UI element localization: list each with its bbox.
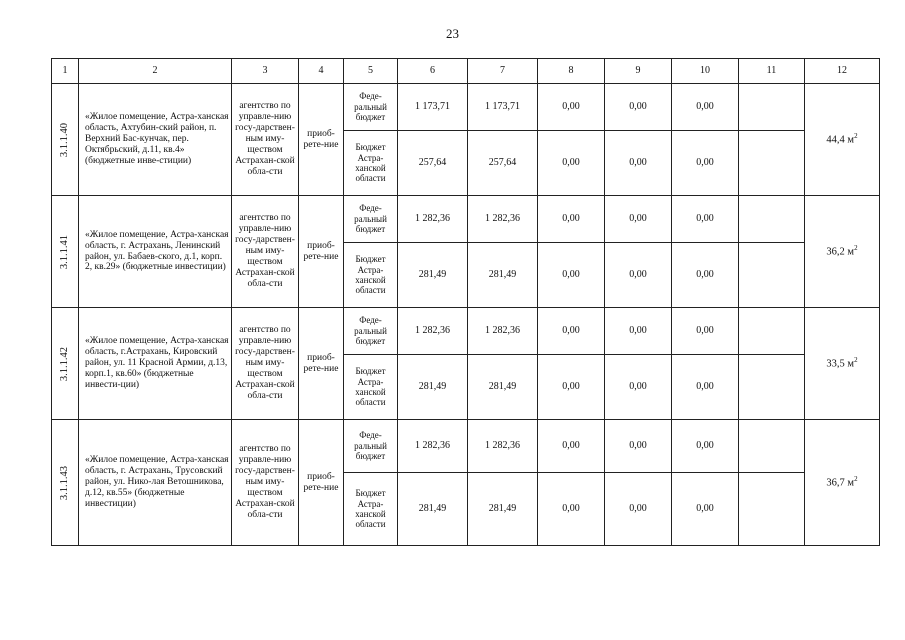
value-col-7: 1 282,36 <box>468 420 538 473</box>
item-name: «Жилое помещение, Астра-ханская область, Ахтубин-ский район, п. Верхний Бас-кунчак, пер. Октябрьский, д.11, кв.4» (бюджетные инве-стиции) <box>79 84 232 196</box>
header-col-1: 1 <box>52 59 79 84</box>
item-number-cell <box>52 308 79 420</box>
item-name: «Жилое помещение, Астра-ханская область, г. Астрахань, Трусовский район, ул. Нико-лая Ветошникова, д.12, кв.55» (бюджетные инвестиции) <box>79 420 232 546</box>
value-col-6: 281,49 <box>398 355 468 420</box>
value-col-10: 0,00 <box>672 131 739 196</box>
header-col-8: 8 <box>538 59 605 84</box>
funding-source: Бюджет Астра-ханской области <box>344 131 398 196</box>
area-value: 36,2 м <box>826 246 855 258</box>
page-number: 23 <box>446 26 459 41</box>
value-col-6: 1 282,36 <box>398 196 468 243</box>
area-value: 44,4 м <box>826 134 855 146</box>
value-col-10: 0,00 <box>672 308 739 355</box>
area-cell <box>805 84 880 196</box>
table-row <box>52 196 880 243</box>
value-col-9: 0,00 <box>605 473 672 546</box>
header-col-7: 7 <box>468 59 538 84</box>
value-col-7: 1 282,36 <box>468 308 538 355</box>
header-col-4: 4 <box>299 59 344 84</box>
agency: агентство по управле-нию госу-дарствен-ным иму-ществом Астрахан-ской обла-сти <box>232 84 299 196</box>
value-col-8: 0,00 <box>538 243 605 308</box>
value-col-6: 281,49 <box>398 243 468 308</box>
value-col-10: 0,00 <box>672 473 739 546</box>
area-unit-superscript: 2 <box>854 132 858 141</box>
funding-source: Феде-ральный бюджет <box>344 420 398 473</box>
value-col-11 <box>739 473 805 546</box>
table-row <box>52 420 880 473</box>
header-col-3: 3 <box>232 59 299 84</box>
item-number-cell <box>52 84 79 196</box>
value-col-7: 281,49 <box>468 473 538 546</box>
funding-source: Феде-ральный бюджет <box>344 84 398 131</box>
value-col-11 <box>739 308 805 355</box>
value-col-10: 0,00 <box>672 196 739 243</box>
item-number: 3.1.1.43 <box>58 465 70 500</box>
header-col-12: 12 <box>805 59 880 84</box>
area-cell <box>805 196 880 308</box>
header-col-10: 10 <box>672 59 739 84</box>
header-col-5: 5 <box>344 59 398 84</box>
value-col-9: 0,00 <box>605 243 672 308</box>
value-col-9: 0,00 <box>605 308 672 355</box>
value-col-7: 1 282,36 <box>468 196 538 243</box>
item-number-cell <box>52 196 79 308</box>
item-name: «Жилое помещение, Астра-ханская область, г.Астрахань, Кировский район, ул. 11 Красной Армии, д.13, корп.1, кв.60» (бюджетные инвести-ции) <box>79 308 232 420</box>
value-col-6: 281,49 <box>398 473 468 546</box>
area-unit-superscript: 2 <box>854 244 858 253</box>
value-col-7: 1 173,71 <box>468 84 538 131</box>
action-type: приоб-рете-ние <box>299 308 344 420</box>
value-col-9: 0,00 <box>605 196 672 243</box>
header-col-11: 11 <box>739 59 805 84</box>
action-type: приоб-рете-ние <box>299 84 344 196</box>
value-col-11 <box>739 355 805 420</box>
table-row <box>52 84 880 131</box>
item-number-cell <box>52 420 79 546</box>
value-col-11 <box>739 131 805 196</box>
area-cell <box>805 420 880 546</box>
table-row <box>52 308 880 355</box>
value-col-11 <box>739 196 805 243</box>
value-col-7: 257,64 <box>468 131 538 196</box>
value-col-8: 0,00 <box>538 473 605 546</box>
funding-source: Феде-ральный бюджет <box>344 196 398 243</box>
item-name: «Жилое помещение, Астра-ханская область, г. Астрахань, Ленинский район, ул. Бабаев-ского, д.1, корп. 2, кв.29» (бюджетные инвестиции) <box>79 196 232 308</box>
action-type: приоб-рете-ние <box>299 420 344 546</box>
value-col-11 <box>739 84 805 131</box>
header-row <box>52 59 880 84</box>
value-col-6: 1 173,71 <box>398 84 468 131</box>
funding-source: Феде-ральный бюджет <box>344 308 398 355</box>
agency: агентство по управле-нию госу-дарствен-ным иму-ществом Астрахан-ской обла-сти <box>232 308 299 420</box>
agency: агентство по управле-нию госу-дарствен-ным иму-ществом Астрахан-ской обла-сти <box>232 420 299 546</box>
item-number: 3.1.1.40 <box>58 122 70 157</box>
value-col-10: 0,00 <box>672 355 739 420</box>
header-col-2: 2 <box>79 59 232 84</box>
area-cell <box>805 308 880 420</box>
value-col-9: 0,00 <box>605 84 672 131</box>
funding-source: Бюджет Астра-ханской области <box>344 473 398 546</box>
value-col-7: 281,49 <box>468 355 538 420</box>
value-col-10: 0,00 <box>672 243 739 308</box>
budget-table <box>51 58 880 546</box>
value-col-9: 0,00 <box>605 355 672 420</box>
item-number: 3.1.1.41 <box>58 234 70 269</box>
agency: агентство по управле-нию госу-дарствен-ным иму-ществом Астрахан-ской обла-сти <box>232 196 299 308</box>
area-value: 36,7 м <box>826 477 855 489</box>
value-col-6: 257,64 <box>398 131 468 196</box>
value-col-8: 0,00 <box>538 196 605 243</box>
item-number: 3.1.1.42 <box>58 346 70 381</box>
area-value: 33,5 м <box>826 358 855 370</box>
value-col-8: 0,00 <box>538 84 605 131</box>
value-col-11 <box>739 243 805 308</box>
value-col-7: 281,49 <box>468 243 538 308</box>
funding-source: Бюджет Астра-ханской области <box>344 355 398 420</box>
value-col-8: 0,00 <box>538 308 605 355</box>
value-col-6: 1 282,36 <box>398 420 468 473</box>
header-col-6: 6 <box>398 59 468 84</box>
action-type: приоб-рете-ние <box>299 196 344 308</box>
value-col-10: 0,00 <box>672 84 739 131</box>
value-col-10: 0,00 <box>672 420 739 473</box>
value-col-8: 0,00 <box>538 420 605 473</box>
area-unit-superscript: 2 <box>854 356 858 365</box>
value-col-8: 0,00 <box>538 131 605 196</box>
value-col-9: 0,00 <box>605 420 672 473</box>
value-col-8: 0,00 <box>538 355 605 420</box>
header-col-9: 9 <box>605 59 672 84</box>
area-unit-superscript: 2 <box>854 475 858 484</box>
funding-source: Бюджет Астра-ханской области <box>344 243 398 308</box>
value-col-11 <box>739 420 805 473</box>
value-col-9: 0,00 <box>605 131 672 196</box>
value-col-6: 1 282,36 <box>398 308 468 355</box>
